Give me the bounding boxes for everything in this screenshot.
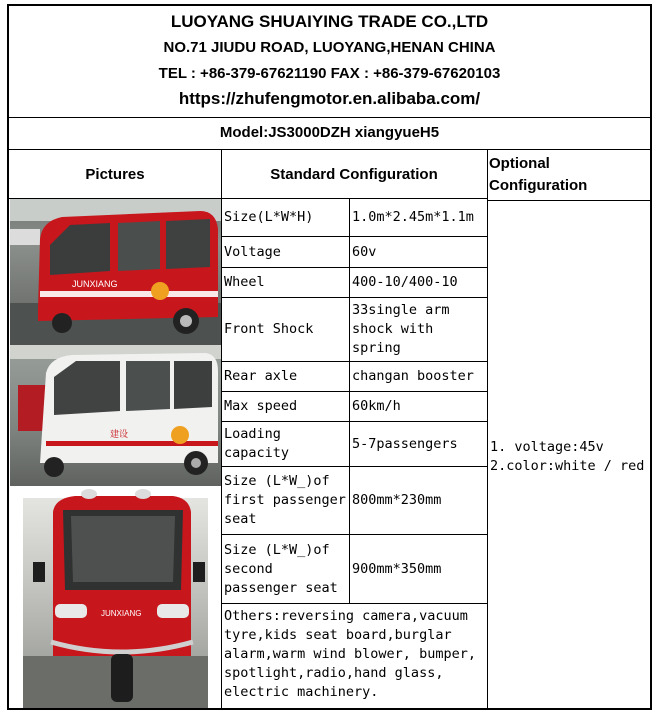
standard-config-header: Standard Configuration	[270, 165, 438, 183]
spec-value: 400-10/400-10	[352, 274, 458, 290]
model-title: Model:JS3000DZH xiangyueH5	[219, 124, 440, 141]
brand-label: JUNXIANG	[72, 279, 118, 289]
spec-sheet	[7, 4, 652, 710]
optional-list	[490, 438, 650, 476]
company-website[interactable]: https://zhufengmotor.en.alibaba.com/	[178, 89, 481, 108]
divider	[487, 200, 650, 201]
spec-label: Size(L*W*H)	[224, 209, 314, 225]
spec-label: Rear axle	[224, 368, 298, 384]
brand-label: JUNXIANG	[101, 609, 142, 618]
red-tricycle-image	[10, 199, 221, 345]
spec-label: Size (L*W_)of second passenger seat	[224, 541, 338, 596]
photo-white-tricycle	[10, 345, 221, 486]
spec-label: Front Shock	[224, 321, 314, 337]
others-list: Others:reversing camera,vacuum tyre,kids seat board,burglar alarm,warm wind blower, bumper, spotlight,radio,hand glass, electric machinery.	[224, 608, 476, 700]
brand-label: 建设	[110, 430, 129, 440]
spec-label: Max speed	[224, 398, 298, 414]
spec-value: 60v	[352, 243, 377, 260]
spec-label: Voltage	[224, 243, 281, 260]
spec-value: 1.0m*2.45m*1.1m	[352, 209, 474, 225]
company-contact: TEL : +86-379-67621190 FAX : +86-379-67620103	[158, 65, 501, 82]
spec-label: Loading capacity	[224, 426, 290, 461]
photo-red-tricycle-side	[10, 199, 221, 345]
spec-value: changan booster	[352, 368, 474, 384]
photo-red-tricycle-front	[23, 486, 208, 708]
company-name: LUOYANG SHUAIYING TRADE CO.,LTD	[170, 12, 489, 31]
spec-label: Size (L*W_)of first passenger seat	[224, 473, 346, 527]
optional-config-header: Optional Configuration	[489, 155, 588, 194]
optional-item: 2.color:white / red	[490, 458, 645, 474]
divider	[487, 149, 488, 708]
optional-item: 1. voltage:45v	[490, 439, 604, 455]
spec-value: 5-7passengers	[352, 435, 458, 452]
spec-value: 900mm*350mm	[352, 560, 442, 577]
spec-value: 800mm*230mm	[352, 492, 442, 508]
spec-label: Wheel	[224, 274, 265, 290]
red-tricycle-front-image	[23, 486, 208, 708]
company-address: NO.71 JIUDU ROAD, LUOYANG,HENAN CHINA	[163, 39, 496, 56]
spec-value: 33single arm shock with spring	[352, 302, 450, 356]
divider	[9, 117, 650, 118]
white-tricycle-image	[10, 345, 221, 486]
spec-value: 60km/h	[352, 398, 401, 414]
pictures-header: Pictures	[85, 165, 145, 183]
